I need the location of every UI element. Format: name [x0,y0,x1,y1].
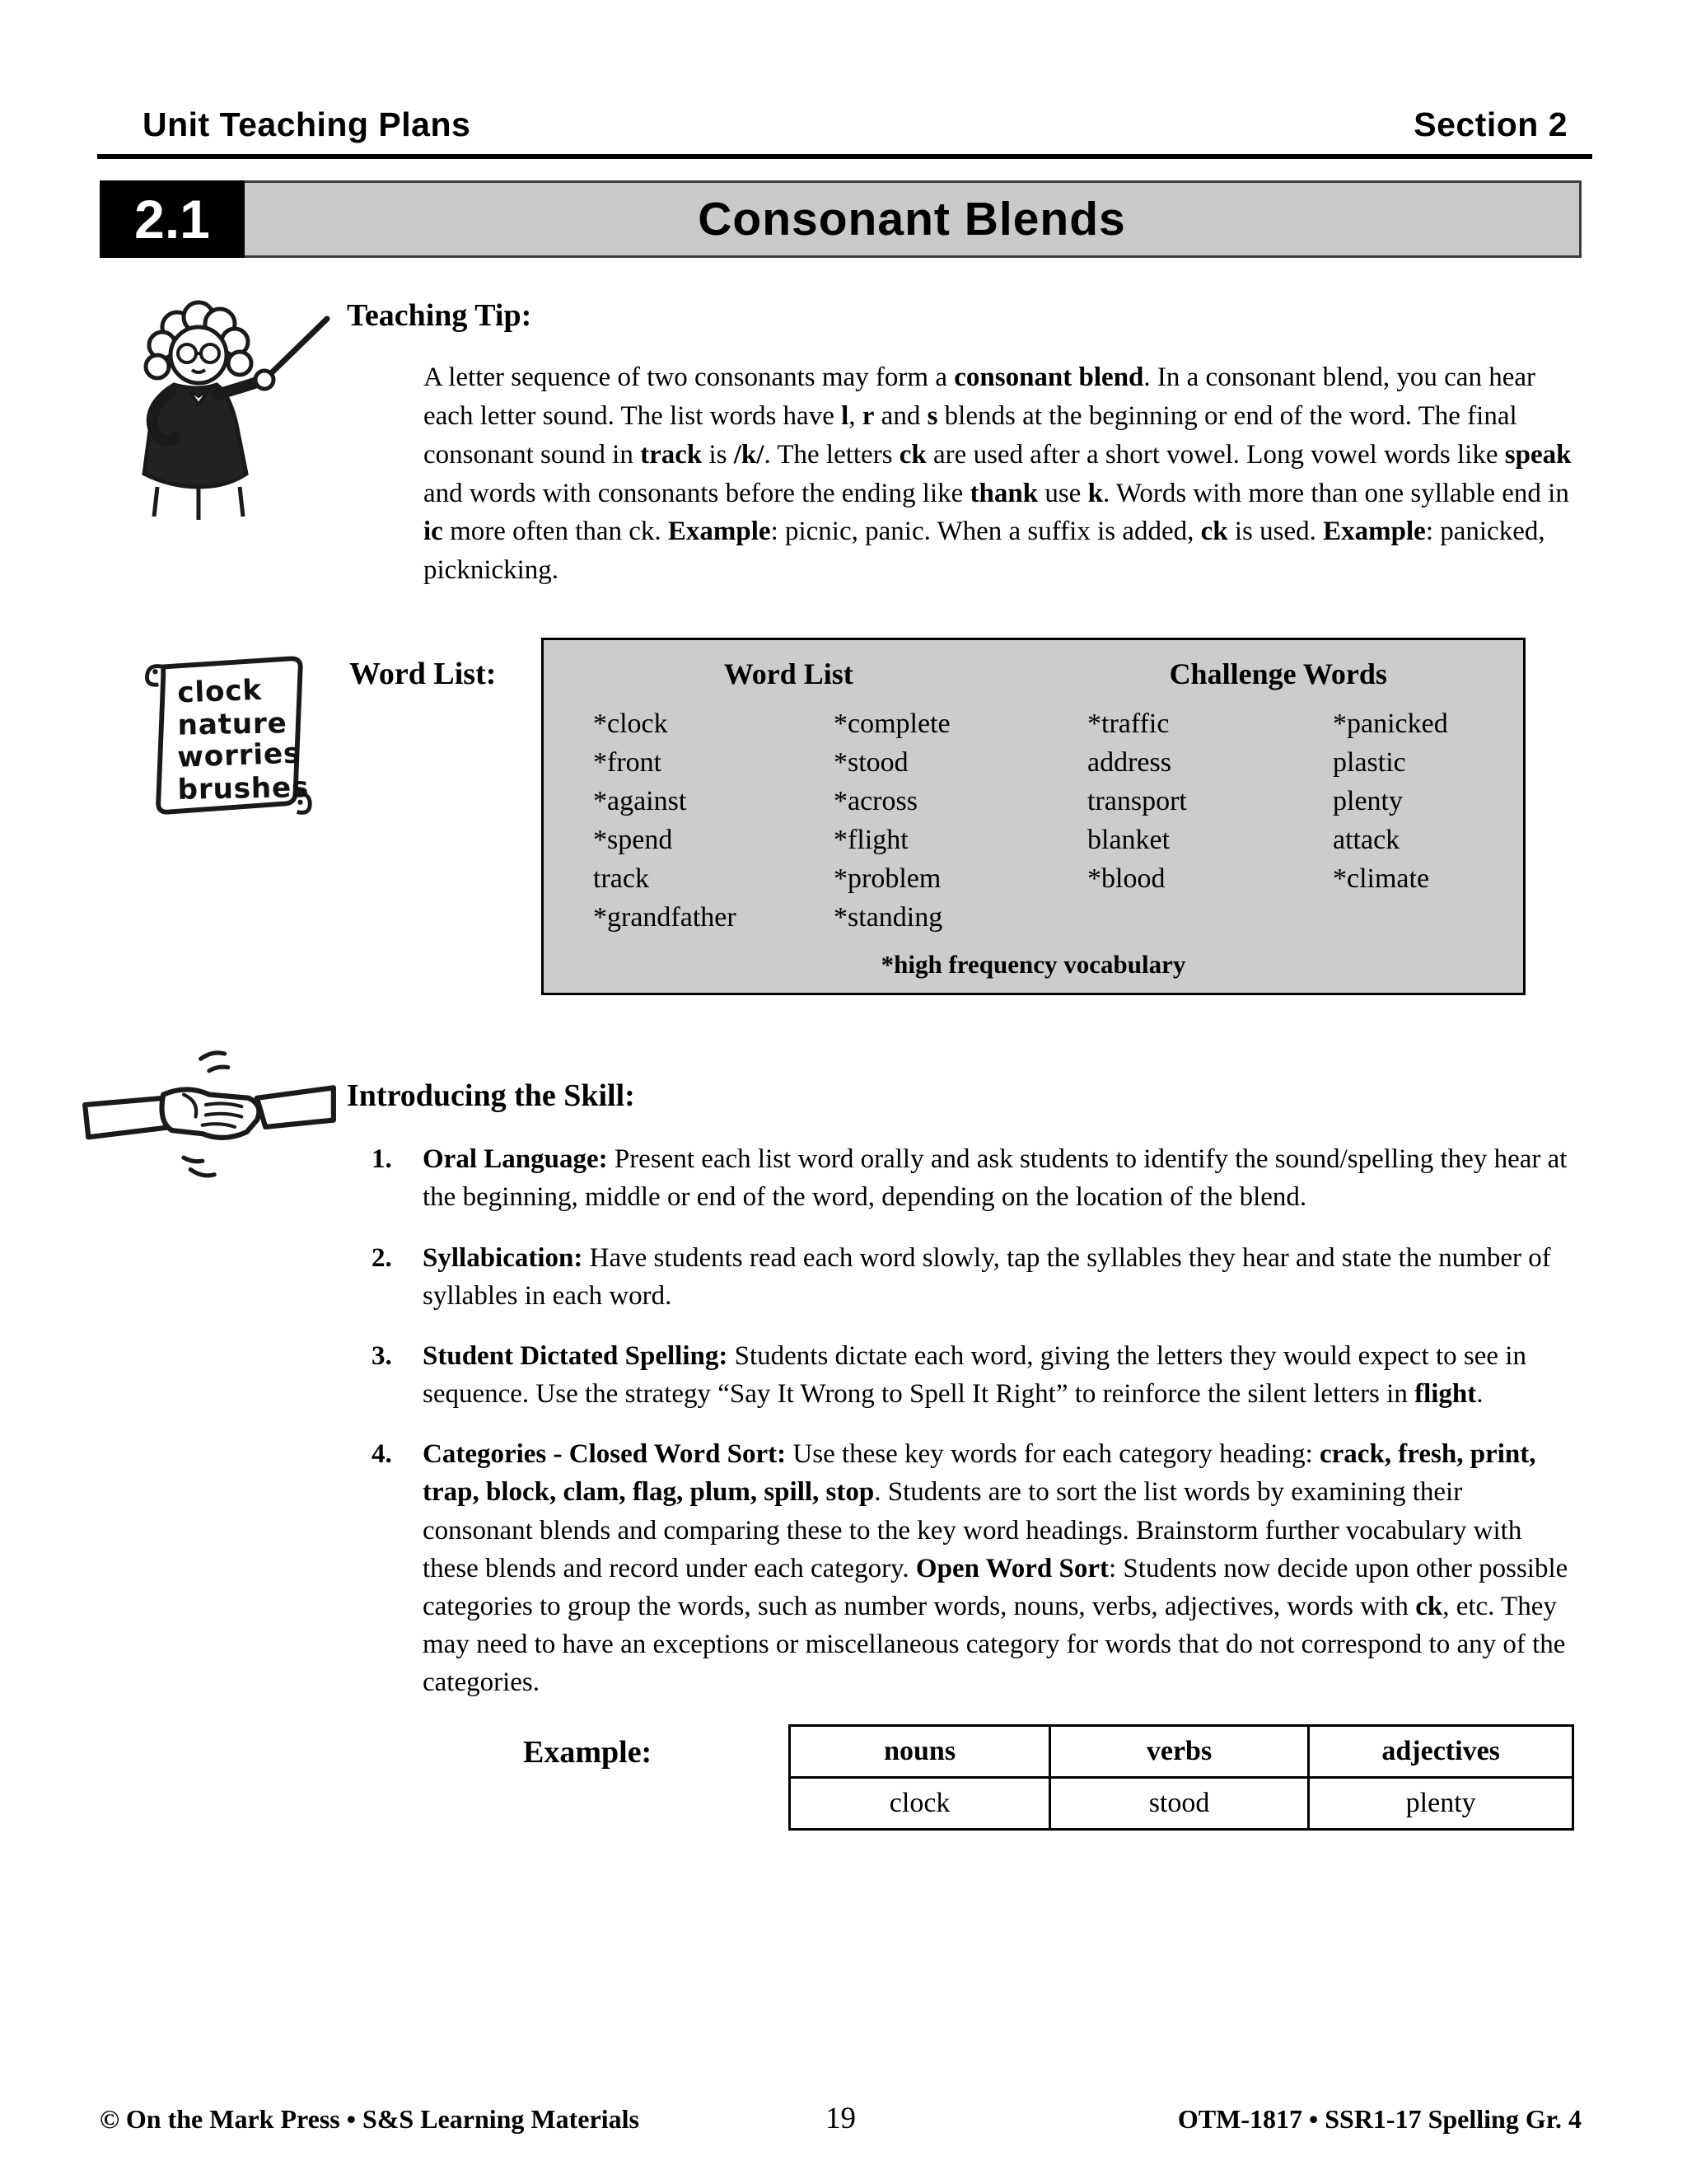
teaching-tip-heading: Teaching Tip: [347,298,532,333]
word-item: track [593,863,649,895]
word-item: *climate [1333,863,1430,895]
teaching-tip-section [100,286,1574,590]
page-footer [100,2101,1582,2136]
skill-steps-list [372,1140,1574,1701]
word-item: *problem [834,863,942,895]
challenge-words-column-1 [1087,704,1333,937]
teacher-illustration [108,292,347,540]
scroll-word: brushes [177,771,310,807]
word-item: blanket [1087,825,1171,856]
word-list-section [100,638,1687,995]
word-item: *complete [834,709,951,740]
lesson-title: Consonant Blends [245,180,1582,258]
step-text: Student Dictated Spelling: Students dictate each word, giving the letters they would expect to see in sequence. Use the strategy “Say It Wrong to Spell It Right” to reinforce the silent letters in flight. [423,1340,1526,1410]
word-list-label: Word List: [349,657,497,692]
word-box-headers [544,657,1523,691]
word-item: *flight [834,825,909,856]
word-item: *front [593,747,662,779]
word-scroll-icon [134,644,320,830]
scroll-illustration [134,644,320,830]
step-text: Syllabication: Have students read each word slowly, tap the syllables they hear and state the number of syllables in each word. [423,1242,1551,1311]
introducing-skill-heading: Introducing the Skill: [347,1078,635,1114]
skill-step-2 [372,1239,1574,1315]
word-list-column-2 [834,704,1087,937]
column-header-verbs: verbs [1049,1725,1309,1777]
column-header-adjectives: adjectives [1309,1725,1573,1777]
header-section-label: Section 2 [1414,105,1568,143]
example-cell-adjectives: plenty [1309,1777,1573,1829]
word-item: *across [834,786,918,817]
step-text: Oral Language: Present each list word orally and ask students to identify the sound/spelling they hear at the beginning, middle or end of the word, depending on the location of the blend. [423,1144,1568,1213]
word-item: *standing [834,902,943,933]
word-item: plenty [1333,786,1403,817]
lesson-number-badge: 2.1 [100,180,245,258]
skill-step-3 [372,1337,1574,1413]
handshake-icon [82,1045,337,1189]
word-item: attack [1333,825,1400,856]
handshake-illustration [82,1045,337,1189]
word-item: *panicked [1333,709,1448,740]
word-item: plastic [1333,747,1406,779]
step-number: 1. [372,1144,392,1175]
skill-step-4 [372,1435,1574,1701]
teacher-cartoon-icon [108,292,347,540]
teaching-tip-paragraph: A letter sequence of two consonants may form a consonant blend. In a consonant blend, you can hear each letter sound. The list words have l, r and s blends at the beginning or end of the word. The final consonant sound in track is /k/. The letters ck are used after a short vowel. Long vowel words like speak and words with consonants before the ending like thank use k. Words with more than one syllable end in ic more often than ck. Example: picnic, panic. When a suffix is added, ck is used. Example: panicked, picknicking. [423,362,1572,586]
header-left-title: Unit Teaching Plans [143,105,471,143]
step-number: 2. [372,1242,392,1273]
example-cell-nouns: clock [790,1777,1049,1829]
step-number: 3. [372,1340,392,1371]
example-cell-verbs: stood [1049,1777,1309,1829]
high-frequency-footnote: *high frequency vocabulary [881,950,1186,980]
word-item: *spend [593,825,673,856]
step-text: Categories - Closed Word Sort: Use these key words for each category heading: crack, fresh, print, trap, block, clam, flag, plum, spill, stop. Students are to sort the list words by examining their consonant blends and comparing these to the key word headings. Brainstorm further vocabulary with these blends and record under each category. Open Word Sort: Students now decide upon other possible categories to group the words, such as number words, nouns, verbs, adjectives, words with ck, etc. They may need to have an exceptions or miscellaneous category for words that do not correspond to any of the categories. [423,1439,1568,1698]
example-section [523,1724,1574,1831]
header-divider [97,154,1592,159]
footer-product-code: OTM-1817 • SSR1-17 Spelling Gr. 4 [1177,2104,1582,2134]
word-list-column-1 [593,704,834,937]
word-list-header: Word List [723,657,853,691]
example-value-row [790,1777,1573,1829]
column-header-nouns: nouns [790,1725,1049,1777]
lesson-title-bar [100,180,1582,258]
scroll-word: clock [176,674,263,710]
word-item: transport [1087,786,1187,817]
word-item: *against [593,786,687,817]
footer-publisher: © On the Mark Press • S&S Learning Materials [100,2104,639,2134]
introducing-skill-section [100,1051,1574,1830]
example-sort-table [788,1724,1574,1831]
scroll-word: nature [177,707,287,742]
challenge-words-column-2 [1333,704,1573,937]
skill-step-1 [372,1140,1574,1216]
word-item: *traffic [1087,709,1170,740]
word-item: *stood [834,747,909,779]
example-label: Example: [523,1734,652,1770]
scroll-word: worries [176,737,301,774]
word-item: *grandfather [593,902,736,933]
step-number: 4. [372,1439,392,1470]
footer-page-number: 19 [825,2102,856,2135]
word-grid [544,691,1523,937]
word-item: *clock [593,709,668,740]
challenge-words-header: Challenge Words [1169,657,1387,691]
word-list-box [541,638,1526,995]
example-header-row [790,1725,1573,1777]
page-header [0,0,1687,144]
word-item: address [1087,747,1171,779]
word-item: *blood [1087,863,1166,895]
